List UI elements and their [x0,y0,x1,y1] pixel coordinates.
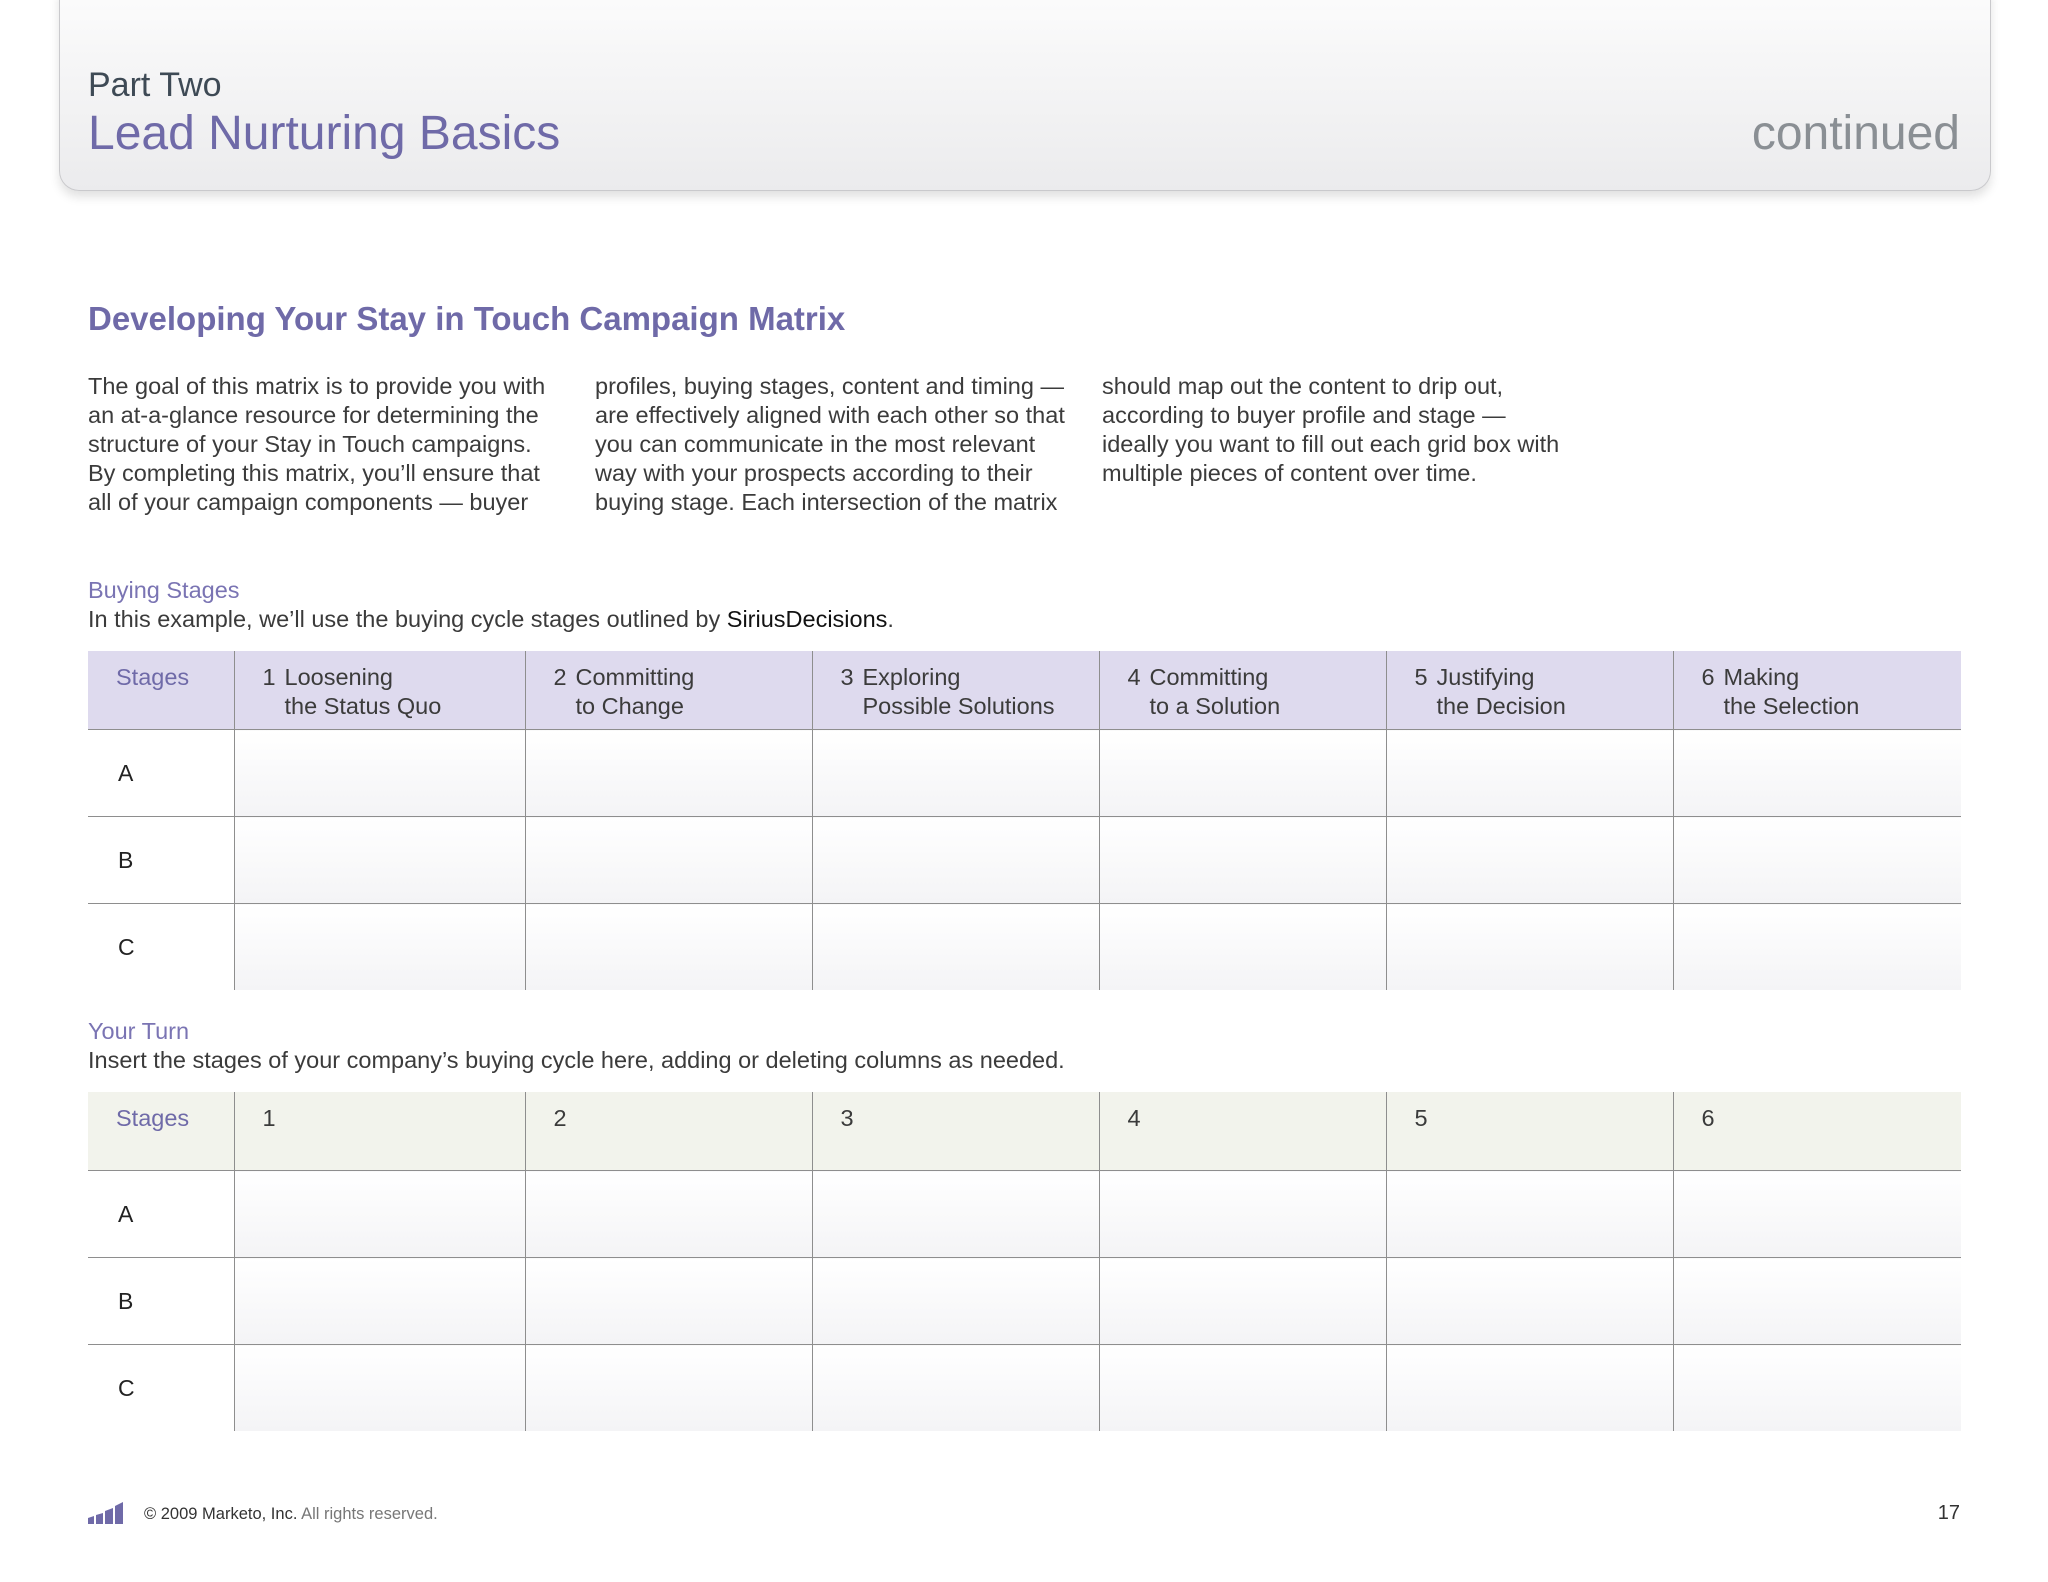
matrix-cell [1386,730,1673,817]
intro-column-2: profiles, buying stages, content and timing — are effectively aligned with each other so that you can communicate in the most relevant way with your prospects according to their buying stage. Each intersection of the matrix [595,373,1065,515]
matrix-cell [1099,904,1386,991]
matrix-cell [812,1258,1099,1345]
article-heading: Developing Your Stay in Touch Campaign Matrix [88,300,846,337]
buying-stages-heading: Buying Stages [88,577,240,603]
stage-column-header: 1 [234,1092,525,1171]
matrix-cell [525,904,812,991]
matrix-cell [234,730,525,817]
matrix-cell [1673,1171,1961,1258]
table-row [88,817,1961,904]
section-title: Lead Nurturing Basics [88,107,561,160]
copyright-notice: © 2009 Marketo, Inc. All rights reserved. [144,1505,438,1523]
matrix-cell [812,1345,1099,1432]
matrix-cell [1099,1345,1386,1432]
matrix-cell [1673,730,1961,817]
matrix-cell [525,1258,812,1345]
table-row [88,730,1961,817]
row-label: C [88,904,234,991]
table-row [88,904,1961,991]
matrix-cell [1099,1258,1386,1345]
continued-label: continued [1751,107,1960,160]
stage-column-header: 3 Exploring Possible Solutions [812,651,1099,730]
matrix-cell [1386,1171,1673,1258]
matrix-cell [525,1345,812,1432]
matrix-cell [234,1171,525,1258]
stage-column-header: 3 [812,1092,1099,1171]
your-turn-matrix [88,1092,1961,1431]
matrix-cell [1673,817,1961,904]
matrix-cell [1386,817,1673,904]
matrix-cell [1673,904,1961,991]
matrix-cell [1099,1171,1386,1258]
matrix-cell [234,1258,525,1345]
row-label: A [88,730,234,817]
table-row [88,1171,1961,1258]
matrix-cell [1673,1258,1961,1345]
stage-column-header: 2 [525,1092,812,1171]
part-label: Part Two [88,66,222,104]
stage-column-header: 6 Making the Selection [1673,651,1961,730]
matrix-cell [1099,730,1386,817]
matrix-cell [234,904,525,991]
matrix-cell [234,817,525,904]
buying-stages-matrix [88,651,1961,990]
stage-column-header: 6 [1673,1092,1961,1171]
matrix-cell [1386,904,1673,991]
stage-column-header: 5 [1386,1092,1673,1171]
row-label: B [88,1258,234,1345]
stage-column-header: 4 [1099,1092,1386,1171]
matrix-header-row [88,1092,1961,1171]
matrix-cell [525,817,812,904]
page-number: 17 [1937,1502,1960,1524]
stages-header: Stages [88,1092,234,1171]
your-turn-heading: Your Turn [88,1018,190,1044]
matrix-header-row [88,651,1961,730]
matrix-cell [812,730,1099,817]
marketo-logo-icon [88,1500,128,1526]
matrix-cell [1099,817,1386,904]
sirius-decisions-brand: SiriusDecisions [726,606,888,632]
matrix-cell [525,730,812,817]
matrix-cell [812,1171,1099,1258]
row-label: B [88,817,234,904]
matrix-cell [812,904,1099,991]
buying-stages-description: In this example, we’ll use the buying cycle stages outlined by SiriusDecisions. [88,606,894,632]
intro-column-3: should map out the content to drip out, according to buyer profile and stage — ideally you want to fill out each grid box with multiple pieces of content over time. [1102,373,1560,486]
matrix-cell [812,817,1099,904]
matrix-cell [1386,1345,1673,1432]
table-row [88,1258,1961,1345]
intro-column-1: The goal of this matrix is to provide you with an at-a-glance resource for determining the structure of your Stay in Touch campaigns. By completing this matrix, you’ll ensure that all of your campaign components — buyer [88,373,546,515]
stage-column-header: 1 Loosening the Status Quo [234,651,525,730]
matrix-cell [234,1345,525,1432]
stage-column-header: 5 Justifying the Decision [1386,651,1673,730]
matrix-cell [1673,1345,1961,1432]
table-row [88,1345,1961,1432]
stages-header: Stages [88,651,234,730]
matrix-cell [1386,1258,1673,1345]
row-label: C [88,1345,234,1432]
row-label: A [88,1171,234,1258]
header-banner [59,0,1991,191]
stage-column-header: 2 Committing to Change [525,651,812,730]
stage-column-header: 4 Committing to a Solution [1099,651,1386,730]
matrix-cell [525,1171,812,1258]
your-turn-description: Insert the stages of your company’s buying cycle here, adding or deleting columns as needed. [88,1047,1065,1073]
